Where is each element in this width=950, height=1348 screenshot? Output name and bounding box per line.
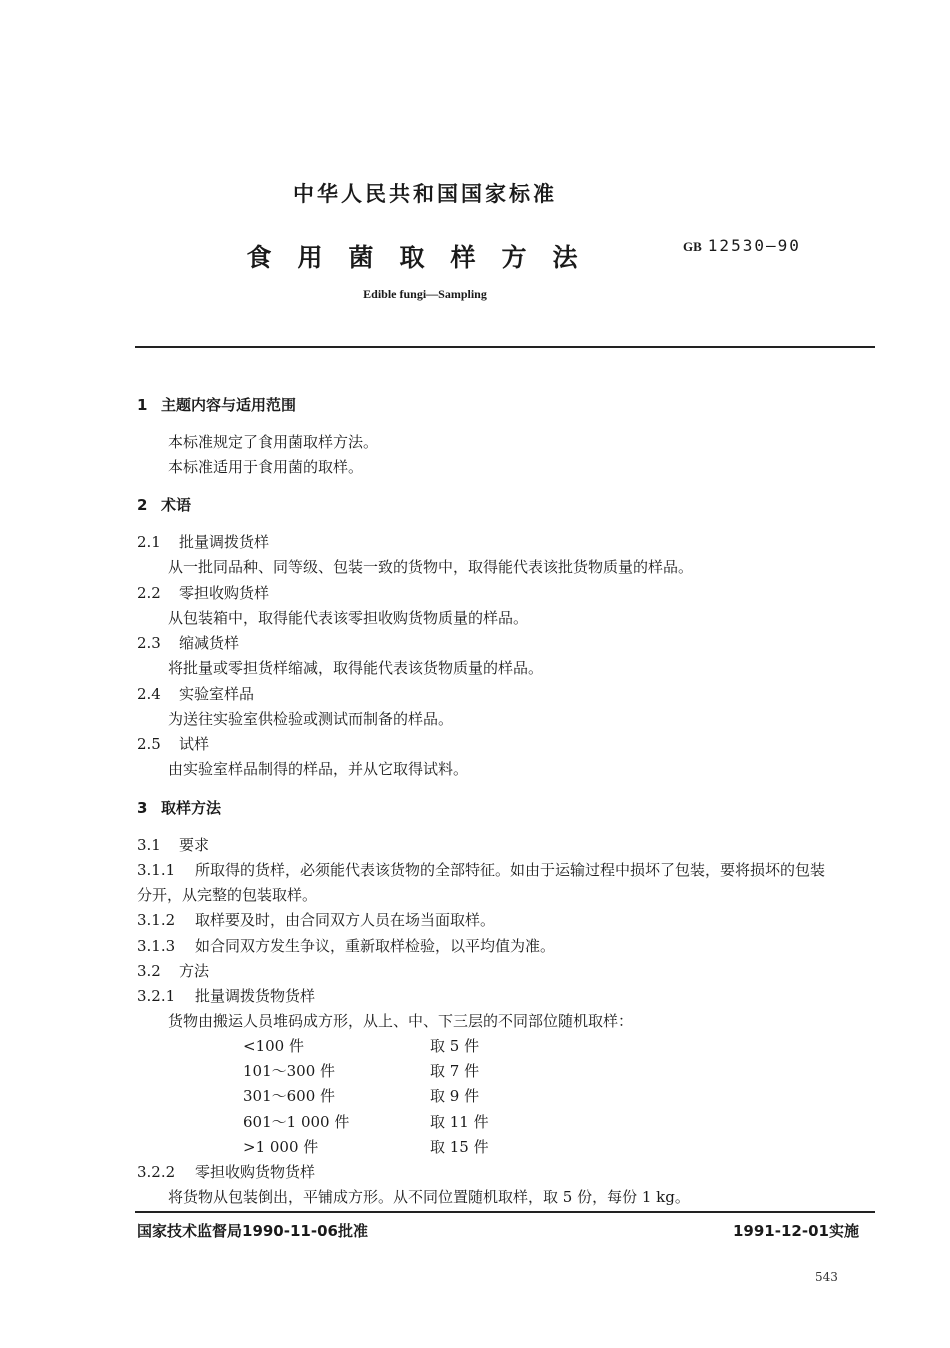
table-cell-range: 301～600 件 bbox=[243, 1087, 336, 1105]
section-title: 主题内容与适用范围 bbox=[161, 396, 297, 414]
clause-number: 3.1 bbox=[137, 836, 161, 854]
clause-number: 2.5 bbox=[137, 735, 161, 753]
clause-title: 零担收购货物货样 bbox=[195, 1163, 316, 1181]
table-cell-range: >1 000 件 bbox=[243, 1138, 319, 1156]
term-title: 实验室样品 bbox=[179, 685, 255, 703]
clause-title: 批量调拨货物货样 bbox=[195, 987, 316, 1005]
table-cell-take: 取 7 件 bbox=[430, 1062, 480, 1080]
table-cell-range: 101～300 件 bbox=[243, 1062, 336, 1080]
term-2-1 bbox=[137, 531, 269, 552]
table-cell-range: <100 件 bbox=[243, 1037, 304, 1055]
clause-3-2 bbox=[137, 960, 209, 981]
term-2-3 bbox=[137, 632, 239, 653]
page-number: 543 bbox=[815, 1270, 838, 1284]
clause-3-1 bbox=[137, 834, 209, 855]
clause-number: 3.1.1 bbox=[137, 861, 176, 879]
table-cell-take: 取 11 件 bbox=[430, 1113, 489, 1131]
clause-title: 要求 bbox=[179, 836, 210, 854]
clause-3-1-2 bbox=[137, 909, 495, 930]
document-title: 食用菌取样方法 bbox=[246, 243, 604, 272]
clause-text-continued: 分开，从完整的包装取样。 bbox=[137, 886, 318, 904]
standard-code-prefix: GB bbox=[683, 239, 702, 254]
term-title: 缩减货样 bbox=[179, 634, 240, 652]
clause-number: 3.2 bbox=[137, 962, 161, 980]
table-cell-range: 601～1 000 件 bbox=[243, 1113, 350, 1131]
clause-text: 所取得的货样，必须能代表该货物的全部特征。如由于运输过程中损坏了包装，要将损坏的包装 bbox=[195, 861, 826, 879]
section-1-heading bbox=[137, 394, 296, 415]
term-2-4 bbox=[137, 683, 254, 704]
term-2-5 bbox=[137, 733, 209, 754]
clause-text: 取样要及时，由合同双方人员在场当面取样。 bbox=[195, 911, 496, 929]
clause-title: 方法 bbox=[179, 962, 210, 980]
clause-text: 将货物从包装倒出，平铺成方形。从不同位置随机取样，取 5 份，每份 1 kg。 bbox=[168, 1188, 690, 1206]
clause-number: 2.1 bbox=[137, 533, 161, 551]
paragraph: 本标准规定了食用菌取样方法。 bbox=[168, 433, 379, 451]
clause-number: 3.2.2 bbox=[137, 1163, 176, 1181]
section-title: 术语 bbox=[161, 496, 192, 514]
clause-3-2-1 bbox=[137, 985, 315, 1006]
clause-3-2-2 bbox=[137, 1161, 315, 1182]
section-number: 1 bbox=[137, 396, 148, 414]
approval-date: 国家技术监督局1990-11-06批准 bbox=[137, 1222, 368, 1240]
term-title: 试样 bbox=[179, 735, 210, 753]
term-definition: 从一批同品种、同等级、包装一致的货物中，取得能代表该批货物质量的样品。 bbox=[168, 558, 694, 576]
table-cell-take: 取 9 件 bbox=[430, 1087, 480, 1105]
clause-number: 2.3 bbox=[137, 634, 161, 652]
term-title: 零担收购货样 bbox=[179, 584, 270, 602]
table-cell-take: 取 15 件 bbox=[430, 1138, 489, 1156]
paragraph: 本标准适用于食用菌的取样。 bbox=[168, 458, 364, 476]
english-subtitle: Edible fungi—Sampling bbox=[363, 287, 487, 301]
standard-code bbox=[683, 236, 801, 255]
section-2-heading bbox=[137, 494, 191, 515]
term-2-2 bbox=[137, 582, 269, 603]
clause-3-1-3 bbox=[137, 935, 555, 956]
header-divider bbox=[135, 346, 875, 348]
clause-number: 2.2 bbox=[137, 584, 161, 602]
section-title: 取样方法 bbox=[161, 799, 222, 817]
clause-text: 货物由搬运人员堆码成方形，从上、中、下三层的不同部位随机取样： bbox=[168, 1012, 634, 1030]
term-definition: 由实验室样品制得的样品，并从它取得试料。 bbox=[168, 760, 469, 778]
effective-date: 1991-12-01实施 bbox=[733, 1222, 859, 1240]
term-definition: 为送往实验室供检验或测试而制备的样品。 bbox=[168, 710, 454, 728]
section-number: 3 bbox=[137, 799, 148, 817]
clause-3-1-1 bbox=[137, 859, 825, 880]
term-title: 批量调拨货样 bbox=[179, 533, 270, 551]
term-definition: 将批量或零担货样缩减，取得能代表该货物质量的样品。 bbox=[168, 659, 544, 677]
clause-number: 3.1.3 bbox=[137, 937, 176, 955]
table-cell-take: 取 5 件 bbox=[430, 1037, 480, 1055]
clause-number: 3.1.2 bbox=[137, 911, 176, 929]
clause-number: 3.2.1 bbox=[137, 987, 176, 1005]
clause-text: 如合同双方发生争议，重新取样检验，以平均值为准。 bbox=[195, 937, 556, 955]
term-definition: 从包装箱中，取得能代表该零担收购货物质量的样品。 bbox=[168, 609, 529, 627]
footer-divider bbox=[135, 1211, 875, 1213]
section-number: 2 bbox=[137, 496, 148, 514]
national-standard-heading: 中华人民共和国国家标准 bbox=[293, 182, 557, 206]
clause-number: 2.4 bbox=[137, 685, 161, 703]
section-3-heading bbox=[137, 797, 221, 818]
standard-code-number: 12530—90 bbox=[707, 236, 801, 255]
